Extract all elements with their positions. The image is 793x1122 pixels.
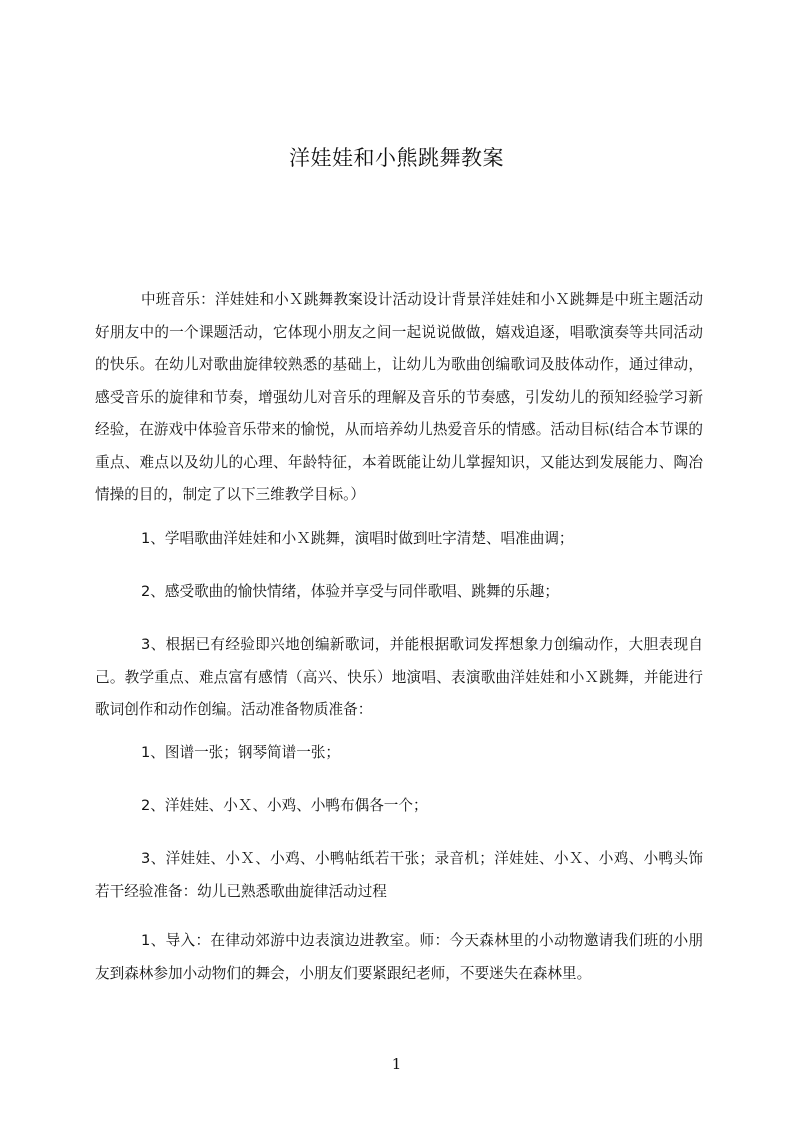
paragraph-goal-1: 1、学唱歌曲洋娃娃和小Ｘ跳舞，演唱时做到吐字清楚、唱准曲调； xyxy=(141,530,574,547)
paragraph-intro: 中班音乐：洋娃娃和小Ｘ跳舞教案设计活动设计背景洋娃娃和小Ｘ跳舞是中班主题活动好朋友中的一个课题活动，它体现小朋友之间一起说说做做，嬉戏追逐，唱歌演奏等共同活动的快乐。在幼儿对歌曲旋律较熟悉的基础上，让幼儿为歌曲创编歌词及肢体动作，通过律动，感受音乐的旋律和节奏，增强幼儿对音乐的理解及音乐的节奏感，引发幼儿的预知经验学习新经验，在游戏中体验音乐带来的愉悦，从而培养幼儿热爱音乐的情感。活动目标(结合本节课的重点、难点以及幼儿的心理、年龄特征，本着既能让幼儿掌握知识，又能达到发展能力、陶冶情操的目的，制定了以下三维教学目标。） xyxy=(95,291,703,503)
paragraph-goal-3: 3、根据已有经验即兴地创编新歌词，并能根据歌词发挥想象力创编动作，大胆表现自己。教学重点、难点富有感情（高兴、快乐）地演唱、表演歌曲洋娃娃和小Ｘ跳舞，并能进行歌词创作和动作创编。活动准备物质准备： xyxy=(95,636,703,718)
paragraph-material-2: 2、洋娃娃、小Ｘ、小鸡、小鸭布偶各一个； xyxy=(141,797,428,814)
document-title: 洋娃娃和小熊跳舞教案 xyxy=(289,146,504,170)
paragraph-process-1: 1、导入：在律动郊游中边表演边进教室。师：今天森林里的小动物邀请我们班的小朋友到森林参加小动物们的舞会，小朋友们要紧跟纪老师，不要迷失在森林里。 xyxy=(95,932,703,982)
page-number: 1 xyxy=(391,1055,402,1073)
paragraph-goal-2: 2、感受歌曲的愉快情绪，体验并享受与同伴歌唱、跳舞的乐趣； xyxy=(141,583,559,600)
paragraph-material-3: 3、洋娃娃、小Ｘ、小鸡、小鸭帖纸若干张；录音机；洋娃娃、小Ｘ、小鸡、小鸭头饰若干经验准备：幼儿已熟悉歌曲旋律活动过程 xyxy=(95,850,703,900)
paragraph-material-1: 1、图谱一张；钢琴简谱一张； xyxy=(141,744,341,761)
